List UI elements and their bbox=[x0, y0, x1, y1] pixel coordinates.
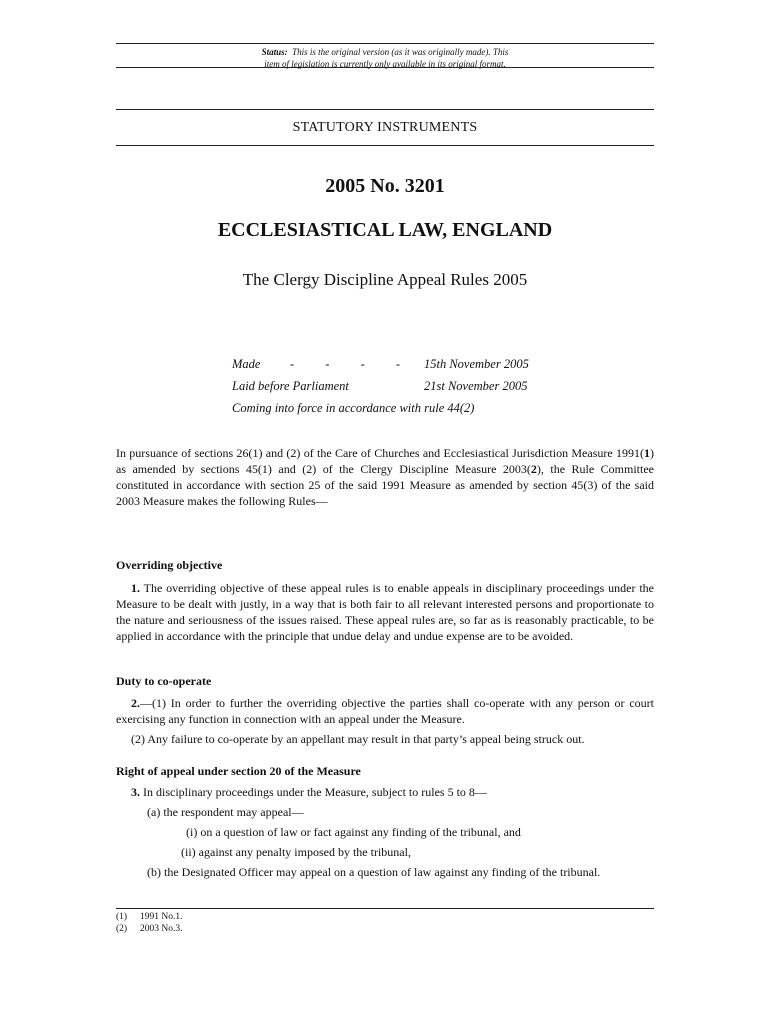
status-bottom-rule bbox=[116, 67, 654, 68]
series-heading: STATUTORY INSTRUMENTS bbox=[292, 120, 478, 135]
footnote-rule bbox=[116, 908, 654, 909]
series-bottom-rule bbox=[116, 145, 654, 146]
rule-1-text bbox=[116, 580, 654, 644]
rule-3-b: (b) the Designated Officer may appeal on a question of law against any finding of the tribunal. bbox=[147, 865, 601, 879]
footnote-1-text: 1991 No.1. bbox=[140, 912, 183, 922]
footnote-ref-2[interactable]: 2 bbox=[530, 462, 537, 476]
rule-2-body-1: —(1) In order to further the overriding objective the parties shall co-operate with any person or court exercising any function in connection with an appeal under the Measure. bbox=[116, 696, 654, 726]
footnote-1-mark: (1) bbox=[116, 912, 128, 922]
instrument-subject: ECCLESIASTICAL LAW, ENGLAND bbox=[217, 219, 553, 241]
laid-row bbox=[232, 379, 632, 397]
rule-2-para-2: (2) Any failure to co-operate by an appellant may result in that party’s appeal being struck out. bbox=[131, 732, 585, 746]
made-date: 15th November 2005 bbox=[424, 357, 529, 371]
footnote-2-mark: (2) bbox=[116, 924, 128, 934]
rule-1-heading: Overriding objective bbox=[116, 558, 223, 572]
rule-3-intro-text: In disciplinary proceedings under the Measure, subject to rules 5 to 8— bbox=[140, 785, 487, 799]
rule-2-number: 2. bbox=[131, 696, 140, 710]
rule-1-number: 1. bbox=[131, 581, 140, 595]
laid-label: Laid before Parliament bbox=[232, 379, 349, 393]
made-row bbox=[232, 357, 632, 375]
made-label: Made bbox=[232, 357, 261, 371]
rule-3-a-ii: (ii) against any penalty imposed by the tribunal, bbox=[181, 845, 411, 859]
preamble-part-1: In pursuance of sections 26(1) and (2) of the Care of Churches and Ecclesiastical Jurisdiction Measure 1991( bbox=[116, 446, 644, 460]
series-top-rule bbox=[116, 109, 654, 110]
footnote-2 bbox=[116, 924, 183, 935]
rule-1-body: The overriding objective of these appeal rules is to enable appeals in disciplinary proceedings under the Measure to be dealt with justly, in a way that is both fair to all relevant interested persons and proportionate to the nature and seriousness of the issues raised. These appeal rules are, so far as is reasonably practicable, to be applied in accordance with the principle that undue delay and undue expense are to be avoided. bbox=[116, 581, 654, 643]
preamble bbox=[116, 445, 654, 509]
footnote-2-text: 2003 No.3. bbox=[140, 924, 183, 934]
preamble-part-2: ) as amended by sections 45(1) and (2) of the Clergy Discipline Measure 2003( bbox=[116, 446, 654, 476]
instrument-number: 2005 No. 3201 bbox=[325, 175, 445, 197]
rule-3-number: 3. bbox=[131, 785, 140, 799]
laid-date: 21st November 2005 bbox=[424, 379, 528, 393]
made-dashes: - - - - bbox=[290, 357, 415, 371]
rule-3-intro bbox=[131, 784, 487, 800]
rule-3-heading: Right of appeal under section 20 of the Measure bbox=[116, 764, 361, 778]
status-line-1: This is the original version (as it was originally made). This bbox=[292, 47, 509, 57]
instrument-title: The Clergy Discipline Appeal Rules 2005 bbox=[242, 270, 528, 289]
rule-2-para-1 bbox=[116, 695, 654, 727]
rule-3-a: (a) the respondent may appeal— bbox=[147, 805, 304, 819]
rule-3-a-i: (i) on a question of law or fact against any finding of the tribunal, and bbox=[186, 825, 521, 839]
force-row bbox=[232, 401, 632, 419]
status-top-rule bbox=[116, 43, 654, 44]
status-line-2: item of legislation is currently only available in its original format. bbox=[264, 59, 506, 69]
status-label: Status: bbox=[261, 47, 288, 57]
coming-into-force: Coming into force in accordance with rule 44(2) bbox=[232, 401, 475, 415]
rule-2-heading: Duty to co-operate bbox=[116, 674, 212, 688]
footnote-ref-1[interactable]: 1 bbox=[644, 446, 650, 460]
preamble-part-3: ), the Rule Committee constituted in accordance with section 25 of the said 1991 Measure as amended by section 45(3) of the said 2003 Measure makes the following Rules— bbox=[116, 462, 655, 508]
footnote-1 bbox=[116, 912, 183, 923]
